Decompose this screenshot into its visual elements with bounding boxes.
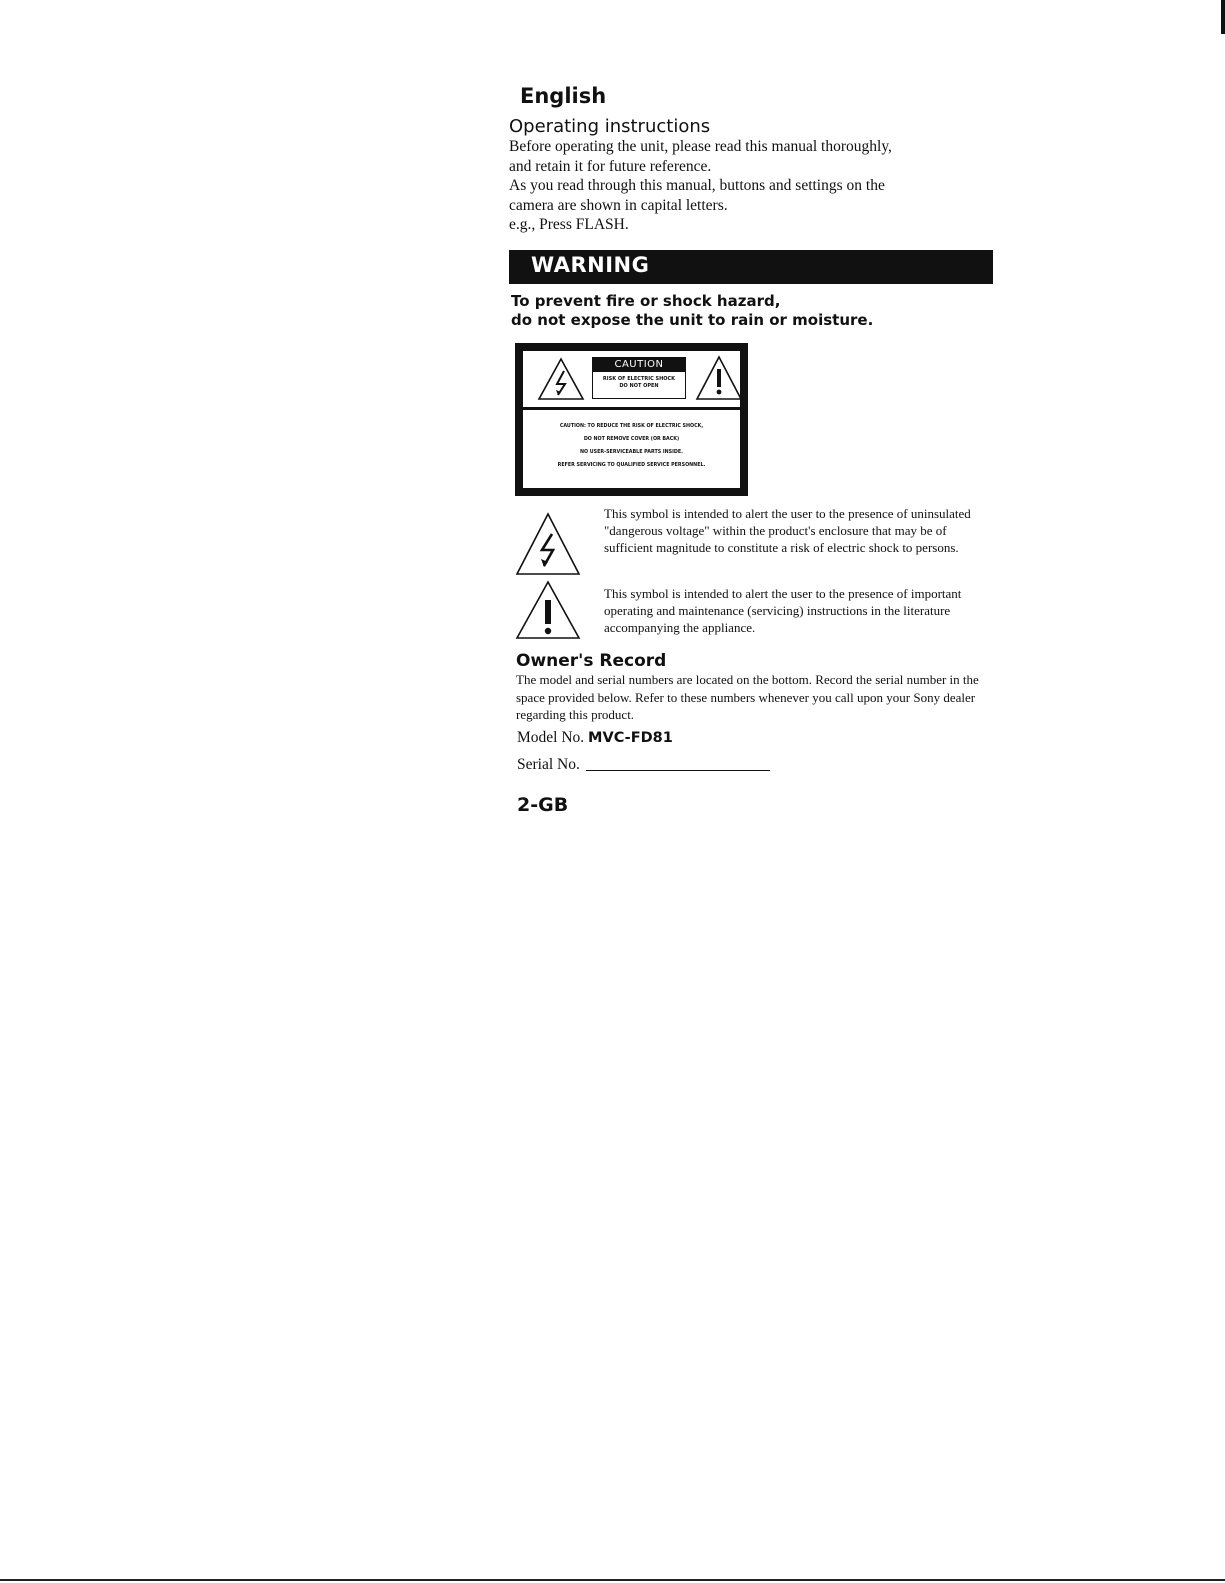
caution-line: NO USER-SERVICEABLE PARTS INSIDE. [580, 450, 683, 455]
caution-label-top [523, 351, 740, 407]
symbol-description-1: This symbol is intended to alert the user to the presence of uninsulated "dangerous voltage" within the product's enclosure that may be of sufficient magnitude to constitute a risk of electric shock to persons. [604, 506, 971, 555]
owners-record-heading: Owner's Record [516, 651, 667, 671]
symbol-description-2: This symbol is intended to alert the user to the presence of important operating and maintenance (servicing) instructions in the literature accompanying the appliance. [604, 586, 962, 635]
serial-label: Serial No. [517, 756, 580, 773]
caution-sub-2: DO NOT OPEN [619, 383, 659, 389]
exclamation-warning-icon [695, 355, 743, 401]
caution-line: DO NOT REMOVE COVER (OR BACK) [583, 437, 680, 442]
caution-line: CAUTION: TO REDUCE THE RISK OF ELECTRIC SHOCK, [559, 424, 704, 429]
model-number-line [517, 729, 673, 747]
caution-label [515, 343, 748, 496]
scan-bottom-edge [0, 1579, 1225, 1581]
exclamation-warning-icon [515, 580, 581, 640]
lightning-warning-icon [537, 357, 585, 401]
intro-line: e.g., Press FLASH. [509, 216, 629, 233]
caution-line: REFER SERVICING TO QUALIFIED SERVICE PERSONNEL. [557, 463, 706, 468]
warning-line-2: do not expose the unit to rain or moisture. [511, 311, 874, 329]
caution-box [592, 357, 686, 399]
caution-sub-1: RISK OF ELECTRIC SHOCK [602, 376, 676, 382]
serial-number-line [517, 756, 770, 774]
page-number: 2-GB [517, 794, 569, 816]
caution-label-bottom [523, 410, 740, 488]
warning-line-1: To prevent fire or shock hazard, [511, 292, 781, 310]
caution-title: CAUTION [593, 358, 685, 372]
warning-text [511, 292, 873, 330]
intro-line: As you read through this manual, buttons and settings on the [509, 177, 885, 194]
warning-label: WARNING [531, 253, 650, 277]
operating-instructions-heading: Operating instructions [509, 116, 711, 137]
intro-line: and retain it for future reference. [509, 157, 712, 175]
intro-line: camera are shown in capital letters. [509, 196, 728, 214]
warning-banner [509, 250, 993, 284]
intro-line: Before operating the unit, please read this manual thoroughly, [509, 138, 892, 155]
intro-paragraph [509, 137, 979, 235]
scan-edge-mark [1221, 0, 1225, 34]
lightning-warning-icon [515, 512, 581, 576]
caution-lines [523, 420, 740, 472]
model-label: Model No. [517, 729, 585, 746]
serial-blank-line [586, 769, 770, 771]
owners-record-body: The model and serial numbers are located on the bottom. Record the serial number in the space provided below. Refer to these numbers whenever you call upon your Sony dealer regarding this product. [516, 672, 979, 722]
language-heading: English [520, 84, 607, 108]
model-value: MVC-FD81 [588, 730, 673, 746]
